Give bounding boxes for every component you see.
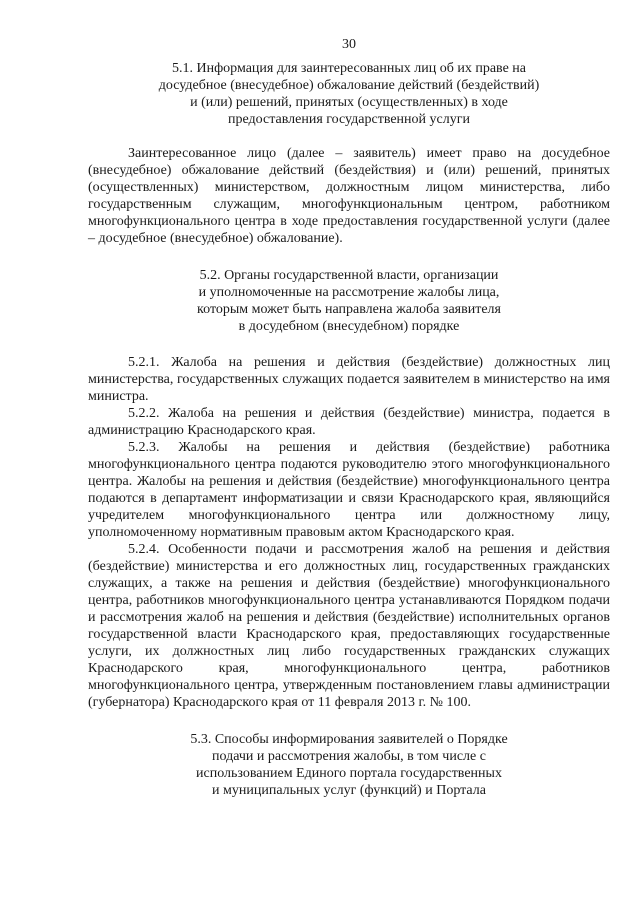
paragraph-5-2-2: 5.2.2. Жалоба на решения и действия (бездействие) министра, подается в администрацию Краснодарского края. xyxy=(88,406,610,438)
heading-line: использованием Единого портала государственных xyxy=(196,766,502,781)
heading-line: и муниципальных услуг (функций) и Портала xyxy=(212,783,486,798)
paragraph-5-2-1: 5.2.1. Жалоба на решения и действия (бездействие) должностных лиц министерства, государственных служащих подается заявителем в министерство на имя министра. xyxy=(88,355,610,404)
paragraph-5-2-3: 5.2.3. Жалобы на решения и действия (бездействие) работника многофункционального центра подаются руководителю этого многофункционального центра. Жалобы на решения и действия (бездействие) многофункционального центра подаются в департамент информатизации и связи Краснодарского края, являющийся учредителем многофункционального центра или должностному лицу, уполномоченному нормативным правовым актом Краснодарского края. xyxy=(88,440,610,540)
heading-line: 5.1. Информация для заинтересованных лиц об их праве на xyxy=(171,61,527,76)
document-page xyxy=(88,36,610,799)
section-5-3-heading xyxy=(88,731,610,799)
heading-line: 5.3. Способы информирования заявителей о Порядке xyxy=(190,732,508,747)
heading-line: и (или) решений, принятых (осуществленных) в ходе xyxy=(190,95,508,110)
heading-line: в досудебном (внесудебном) порядке xyxy=(238,319,460,334)
paragraph-5-1: Заинтересованное лицо (далее – заявитель) имеет право на досудебное (внесудебное) обжалование действий (бездействия) и (или) решений, принятых (осуществленных) министерством, должностным лицом министерства, либо государственным служащим, многофункциональным центром, работником многофункционального центра в ходе предоставления государственной услуги (далее – досудебное (внесудебное) обжалование). xyxy=(88,146,610,246)
heading-line: подачи и рассмотрения жалобы, в том числе с xyxy=(212,749,486,764)
heading-line: которым может быть направлена жалоба заявителя xyxy=(197,302,501,317)
paragraph-5-2-4: 5.2.4. Особенности подачи и рассмотрения жалоб на решения и действия (бездействие) министерства и его должностных лиц, государственных гражданских служащих, а также на решения и действия (бездействие) многофункционального центра, работников многофункционального центра устанавливаются Порядком подачи и рассмотрения жалоб на решения и действия (бездействие) исполнительных органов государственной власти Краснодарского края, предоставляющих государственные услуги, их должностных лиц либо государственных гражданских служащих Краснодарского края, многофункционального центра, работников многофункционального центра, утвержденным постановлением главы администрации (губернатора) Краснодарского края от 11 февраля 2013 г. № 100. xyxy=(88,542,610,710)
page-number: 30 xyxy=(342,37,356,52)
heading-line: предоставления государственной услуги xyxy=(228,112,470,127)
section-5-2-heading xyxy=(88,267,610,335)
section-5-1-heading xyxy=(88,60,610,128)
heading-line: и уполномоченные на рассмотрение жалобы лица, xyxy=(198,285,500,300)
heading-line: 5.2. Органы государственной власти, организации xyxy=(199,268,499,283)
heading-line: досудебное (внесудебное) обжалование действий (бездействий) xyxy=(158,78,540,93)
